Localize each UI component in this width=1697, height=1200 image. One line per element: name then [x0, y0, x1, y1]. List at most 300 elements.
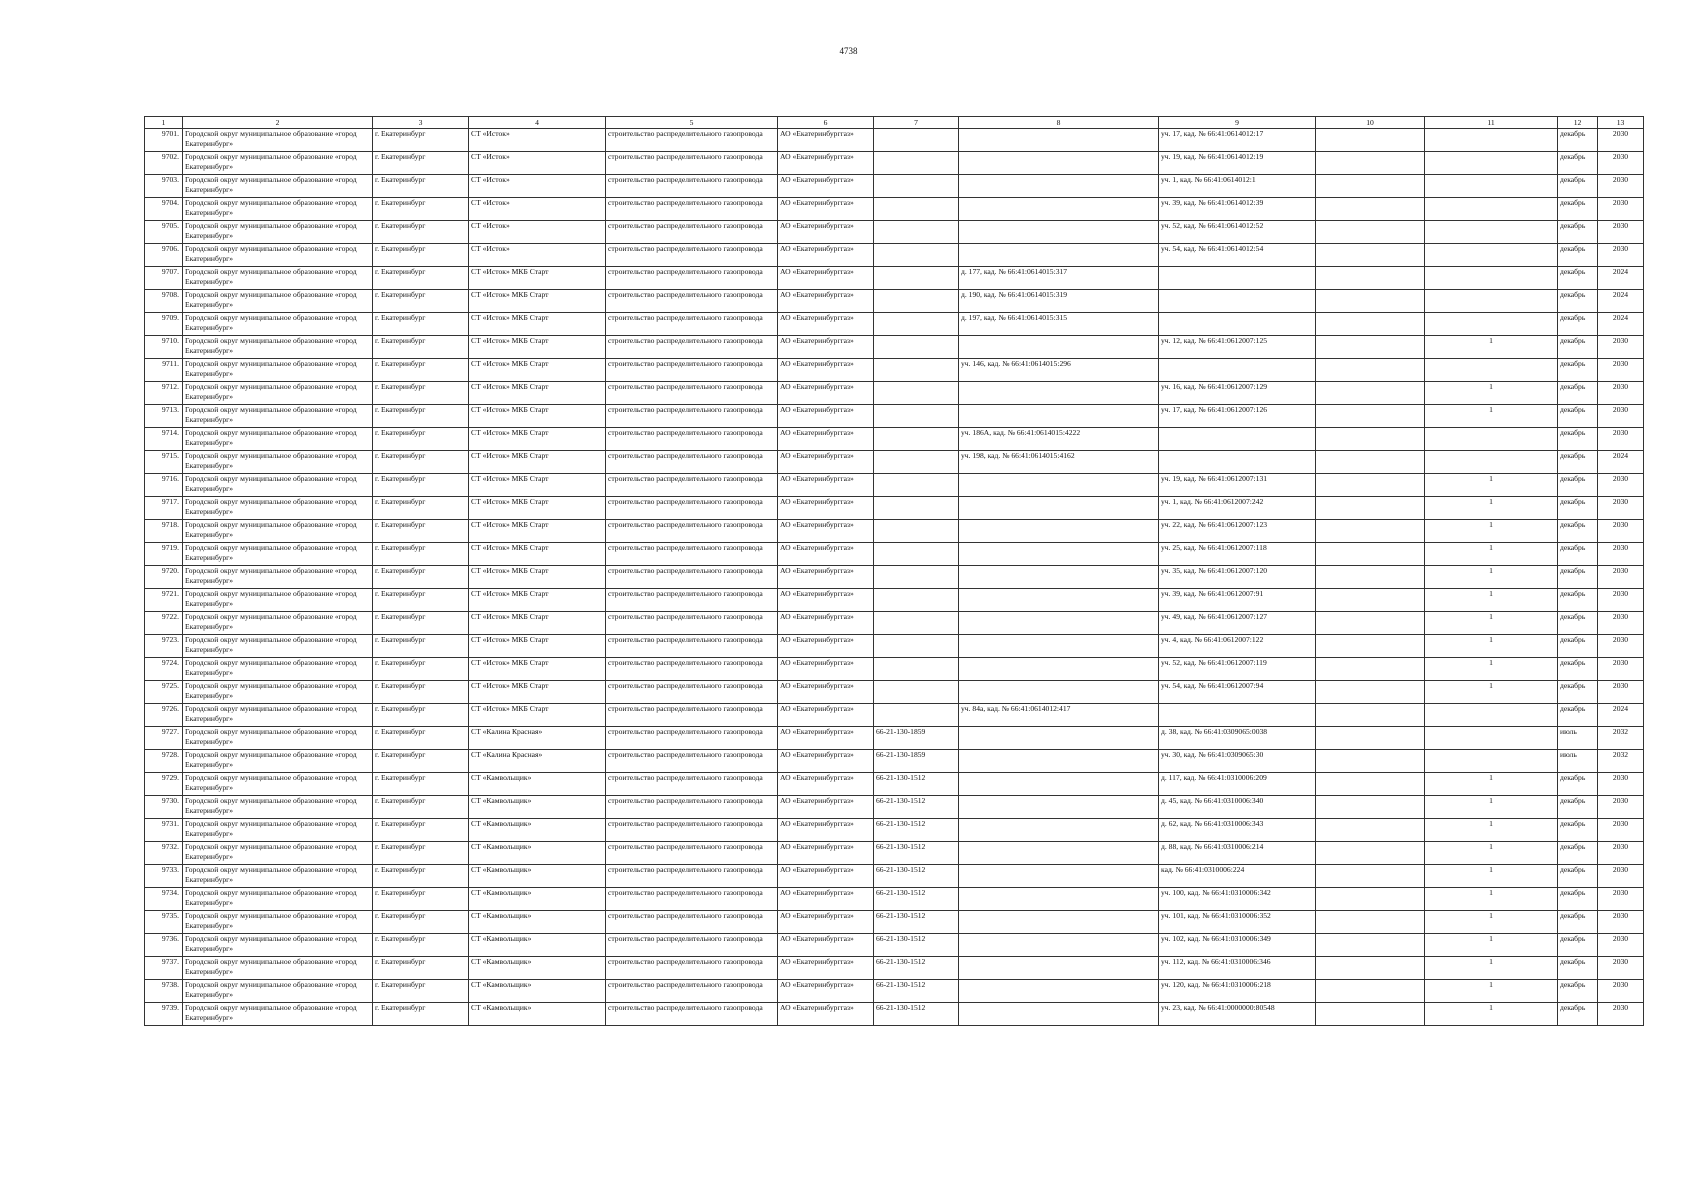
cell-col-1: 9735.	[145, 911, 183, 934]
cell-col-8	[959, 175, 1159, 198]
cell-col-4: СТ «Исток» МКБ Старт	[469, 359, 606, 382]
cell-col-12: декабрь	[1558, 497, 1598, 520]
cell-col-5: строительство распределительного газопровода	[606, 198, 778, 221]
cell-col-2: Городской округ муниципальное образование «город Екатеринбург»	[183, 1003, 373, 1026]
cell-col-4: СТ «Исток» МКБ Старт	[469, 290, 606, 313]
cell-col-10	[1316, 842, 1425, 865]
cell-col-11: 1	[1425, 819, 1558, 842]
cell-col-4: СТ «Исток» МКБ Старт	[469, 612, 606, 635]
cell-col-3: г. Екатеринбург	[373, 888, 469, 911]
cell-col-4: СТ «Исток»	[469, 152, 606, 175]
cell-col-10	[1316, 244, 1425, 267]
cell-col-5: строительство распределительного газопровода	[606, 934, 778, 957]
cell-col-11	[1425, 750, 1558, 773]
cell-col-10	[1316, 727, 1425, 750]
table-row	[145, 658, 1644, 681]
cell-col-12: декабрь	[1558, 819, 1598, 842]
cell-col-6: АО «Екатеринбурггаз»	[778, 566, 874, 589]
cell-col-4: СТ «Калина Красная»	[469, 750, 606, 773]
cell-col-3: г. Екатеринбург	[373, 750, 469, 773]
cell-col-1: 9728.	[145, 750, 183, 773]
cell-col-8: д. 177, кад. № 66:41:0614015:317	[959, 267, 1159, 290]
cell-col-3: г. Екатеринбург	[373, 520, 469, 543]
cell-col-9: уч. 102, кад. № 66:41:0310006:349	[1159, 934, 1316, 957]
cell-col-11: 1	[1425, 865, 1558, 888]
cell-col-6: АО «Екатеринбурггаз»	[778, 658, 874, 681]
cell-col-5: строительство распределительного газопровода	[606, 175, 778, 198]
cell-col-11	[1425, 198, 1558, 221]
cell-col-12: декабрь	[1558, 888, 1598, 911]
cell-col-8	[959, 382, 1159, 405]
cell-col-3: г. Екатеринбург	[373, 681, 469, 704]
page-number: 4738	[839, 46, 858, 56]
cell-col-12: декабрь	[1558, 313, 1598, 336]
table-row	[145, 336, 1644, 359]
cell-col-2: Городской округ муниципальное образование «город Екатеринбург»	[183, 359, 373, 382]
cell-col-6: АО «Екатеринбурггаз»	[778, 980, 874, 1003]
cell-col-1: 9721.	[145, 589, 183, 612]
cell-col-11	[1425, 175, 1558, 198]
column-header-9: 9	[1159, 117, 1316, 129]
cell-col-7: 66-21-130-1859	[874, 750, 959, 773]
table-row	[145, 980, 1644, 1003]
cell-col-3: г. Екатеринбург	[373, 819, 469, 842]
cell-col-5: строительство распределительного газопровода	[606, 727, 778, 750]
cell-col-2: Городской округ муниципальное образование «город Екатеринбург»	[183, 796, 373, 819]
cell-col-9: уч. 17, кад. № 66:41:0614012:17	[1159, 129, 1316, 152]
cell-col-4: СТ «Исток» МКБ Старт	[469, 589, 606, 612]
cell-col-6: АО «Екатеринбурггаз»	[778, 727, 874, 750]
cell-col-10	[1316, 658, 1425, 681]
cell-col-6: АО «Екатеринбурггаз»	[778, 451, 874, 474]
cell-col-5: строительство распределительного газопровода	[606, 336, 778, 359]
cell-col-1: 9730.	[145, 796, 183, 819]
cell-col-12: декабрь	[1558, 773, 1598, 796]
cell-col-11: 1	[1425, 1003, 1558, 1026]
cell-col-12: декабрь	[1558, 543, 1598, 566]
cell-col-2: Городской округ муниципальное образование «город Екатеринбург»	[183, 198, 373, 221]
cell-col-10	[1316, 451, 1425, 474]
cell-col-1: 9720.	[145, 566, 183, 589]
cell-col-6: АО «Екатеринбурггаз»	[778, 773, 874, 796]
cell-col-8	[959, 152, 1159, 175]
cell-col-12: декабрь	[1558, 244, 1598, 267]
cell-col-7	[874, 244, 959, 267]
cell-col-13: 2030	[1598, 1003, 1644, 1026]
cell-col-5: строительство распределительного газопровода	[606, 290, 778, 313]
cell-col-13: 2030	[1598, 428, 1644, 451]
cell-col-7	[874, 474, 959, 497]
cell-col-9: уч. 17, кад. № 66:41:0612007:126	[1159, 405, 1316, 428]
cell-col-1: 9707.	[145, 267, 183, 290]
cell-col-8	[959, 819, 1159, 842]
column-header-1: 1	[145, 117, 183, 129]
cell-col-6: АО «Екатеринбурггаз»	[778, 865, 874, 888]
cell-col-10	[1316, 428, 1425, 451]
table-row	[145, 244, 1644, 267]
cell-col-3: г. Екатеринбург	[373, 221, 469, 244]
cell-col-1: 9717.	[145, 497, 183, 520]
cell-col-7: 66-21-130-1512	[874, 819, 959, 842]
cell-col-11: 1	[1425, 911, 1558, 934]
cell-col-5: строительство распределительного газопровода	[606, 129, 778, 152]
column-header-2: 2	[183, 117, 373, 129]
cell-col-8	[959, 221, 1159, 244]
cell-col-6: АО «Екатеринбурггаз»	[778, 957, 874, 980]
cell-col-3: г. Екатеринбург	[373, 428, 469, 451]
cell-col-3: г. Екатеринбург	[373, 543, 469, 566]
cell-col-10	[1316, 934, 1425, 957]
cell-col-6: АО «Екатеринбурггаз»	[778, 888, 874, 911]
cell-col-6: АО «Екатеринбурггаз»	[778, 152, 874, 175]
cell-col-3: г. Екатеринбург	[373, 957, 469, 980]
cell-col-11: 1	[1425, 543, 1558, 566]
table-header	[145, 117, 1644, 129]
cell-col-3: г. Екатеринбург	[373, 773, 469, 796]
cell-col-13: 2030	[1598, 888, 1644, 911]
cell-col-10	[1316, 796, 1425, 819]
cell-col-5: строительство распределительного газопровода	[606, 1003, 778, 1026]
cell-col-5: строительство распределительного газопровода	[606, 980, 778, 1003]
cell-col-9: уч. 120, кад. № 66:41:0310006:218	[1159, 980, 1316, 1003]
cell-col-3: г. Екатеринбург	[373, 1003, 469, 1026]
table-row	[145, 152, 1644, 175]
cell-col-4: СТ «Камвольщик»	[469, 842, 606, 865]
cell-col-10	[1316, 819, 1425, 842]
cell-col-8	[959, 842, 1159, 865]
cell-col-6: АО «Екатеринбурггаз»	[778, 796, 874, 819]
cell-col-5: строительство распределительного газопровода	[606, 497, 778, 520]
cell-col-4: СТ «Исток»	[469, 221, 606, 244]
cell-col-9: уч. 49, кад. № 66:41:0612007:127	[1159, 612, 1316, 635]
cell-col-10	[1316, 589, 1425, 612]
cell-col-6: АО «Екатеринбурггаз»	[778, 129, 874, 152]
cell-col-4: СТ «Исток» МКБ Старт	[469, 451, 606, 474]
cell-col-6: АО «Екатеринбурггаз»	[778, 382, 874, 405]
cell-col-11	[1425, 313, 1558, 336]
table-row	[145, 267, 1644, 290]
cell-col-1: 9739.	[145, 1003, 183, 1026]
cell-col-1: 9705.	[145, 221, 183, 244]
cell-col-13: 2030	[1598, 474, 1644, 497]
cell-col-12: декабрь	[1558, 428, 1598, 451]
table-row	[145, 221, 1644, 244]
cell-col-7	[874, 451, 959, 474]
cell-col-12: декабрь	[1558, 658, 1598, 681]
cell-col-2: Городской округ муниципальное образование «город Екатеринбург»	[183, 727, 373, 750]
cell-col-5: строительство распределительного газопровода	[606, 796, 778, 819]
cell-col-13: 2032	[1598, 727, 1644, 750]
cell-col-6: АО «Екатеринбурггаз»	[778, 405, 874, 428]
cell-col-7: 66-21-130-1512	[874, 773, 959, 796]
cell-col-9	[1159, 451, 1316, 474]
cell-col-6: АО «Екатеринбурггаз»	[778, 428, 874, 451]
table-row	[145, 290, 1644, 313]
cell-col-9: уч. 100, кад. № 66:41:0310006:342	[1159, 888, 1316, 911]
cell-col-2: Городской округ муниципальное образование «город Екатеринбург»	[183, 589, 373, 612]
cell-col-10	[1316, 911, 1425, 934]
column-header-7: 7	[874, 117, 959, 129]
cell-col-1: 9732.	[145, 842, 183, 865]
cell-col-1: 9710.	[145, 336, 183, 359]
cell-col-1: 9706.	[145, 244, 183, 267]
cell-col-11: 1	[1425, 842, 1558, 865]
cell-col-8	[959, 474, 1159, 497]
cell-col-2: Городской округ муниципальное образование «город Екатеринбург»	[183, 681, 373, 704]
cell-col-3: г. Екатеринбург	[373, 405, 469, 428]
table-row	[145, 382, 1644, 405]
cell-col-10	[1316, 267, 1425, 290]
cell-col-11	[1425, 267, 1558, 290]
cell-col-8	[959, 681, 1159, 704]
cell-col-6: АО «Екатеринбурггаз»	[778, 589, 874, 612]
cell-col-10	[1316, 221, 1425, 244]
cell-col-11: 1	[1425, 497, 1558, 520]
cell-col-7: 66-21-130-1512	[874, 980, 959, 1003]
cell-col-1: 9702.	[145, 152, 183, 175]
cell-col-10	[1316, 198, 1425, 221]
cell-col-6: АО «Екатеринбурггаз»	[778, 313, 874, 336]
cell-col-2: Городской округ муниципальное образование «город Екатеринбург»	[183, 658, 373, 681]
cell-col-2: Городской округ муниципальное образование «город Екатеринбург»	[183, 474, 373, 497]
cell-col-8	[959, 934, 1159, 957]
cell-col-9: д. 62, кад. № 66:41:0310006:343	[1159, 819, 1316, 842]
cell-col-8	[959, 865, 1159, 888]
cell-col-10	[1316, 359, 1425, 382]
cell-col-9: уч. 35, кад. № 66:41:0612007:120	[1159, 566, 1316, 589]
cell-col-4: СТ «Исток» МКБ Старт	[469, 497, 606, 520]
table-row	[145, 612, 1644, 635]
cell-col-10	[1316, 957, 1425, 980]
cell-col-11: 1	[1425, 589, 1558, 612]
cell-col-7	[874, 405, 959, 428]
cell-col-8	[959, 405, 1159, 428]
cell-col-8: д. 190, кад. № 66:41:0614015:319	[959, 290, 1159, 313]
cell-col-3: г. Екатеринбург	[373, 175, 469, 198]
table-row	[145, 773, 1644, 796]
cell-col-5: строительство распределительного газопровода	[606, 957, 778, 980]
cell-col-9: уч. 25, кад. № 66:41:0612007:118	[1159, 543, 1316, 566]
cell-col-8	[959, 980, 1159, 1003]
cell-col-6: АО «Екатеринбурггаз»	[778, 497, 874, 520]
cell-col-11	[1425, 428, 1558, 451]
cell-col-13: 2030	[1598, 543, 1644, 566]
cell-col-13: 2030	[1598, 796, 1644, 819]
cell-col-7	[874, 681, 959, 704]
cell-col-5: строительство распределительного газопровода	[606, 888, 778, 911]
cell-col-6: АО «Екатеринбурггаз»	[778, 244, 874, 267]
cell-col-7	[874, 704, 959, 727]
cell-col-7: 66-21-130-1512	[874, 911, 959, 934]
cell-col-3: г. Екатеринбург	[373, 451, 469, 474]
cell-col-3: г. Екатеринбург	[373, 589, 469, 612]
cell-col-11: 1	[1425, 934, 1558, 957]
cell-col-4: СТ «Камвольщик»	[469, 888, 606, 911]
cell-col-1: 9719.	[145, 543, 183, 566]
cell-col-3: г. Екатеринбург	[373, 865, 469, 888]
cell-col-10	[1316, 612, 1425, 635]
cell-col-13: 2030	[1598, 198, 1644, 221]
cell-col-5: строительство распределительного газопровода	[606, 635, 778, 658]
cell-col-7	[874, 313, 959, 336]
table-row	[145, 704, 1644, 727]
cell-col-1: 9736.	[145, 934, 183, 957]
cell-col-8: уч. 186А, кад. № 66:41:0614015:4222	[959, 428, 1159, 451]
cell-col-7	[874, 589, 959, 612]
cell-col-8	[959, 796, 1159, 819]
cell-col-5: строительство распределительного газопровода	[606, 474, 778, 497]
cell-col-13: 2030	[1598, 681, 1644, 704]
cell-col-7: 66-21-130-1512	[874, 842, 959, 865]
cell-col-8: уч. 84а, кад. № 66:41:0614012:417	[959, 704, 1159, 727]
cell-col-7: 66-21-130-1859	[874, 727, 959, 750]
cell-col-2: Городской округ муниципальное образование «город Екатеринбург»	[183, 405, 373, 428]
cell-col-12: декабрь	[1558, 635, 1598, 658]
cell-col-12: декабрь	[1558, 336, 1598, 359]
cell-col-2: Городской округ муниципальное образование «город Екатеринбург»	[183, 497, 373, 520]
cell-col-4: СТ «Камвольщик»	[469, 911, 606, 934]
cell-col-4: СТ «Исток» МКБ Старт	[469, 382, 606, 405]
cell-col-11	[1425, 359, 1558, 382]
cell-col-6: АО «Екатеринбурггаз»	[778, 934, 874, 957]
cell-col-13: 2030	[1598, 957, 1644, 980]
column-header-4: 4	[469, 117, 606, 129]
cell-col-5: строительство распределительного газопровода	[606, 244, 778, 267]
cell-col-9: уч. 23, кад. № 66:41:0000000:80548	[1159, 1003, 1316, 1026]
cell-col-10	[1316, 750, 1425, 773]
cell-col-2: Городской округ муниципальное образование «город Екатеринбург»	[183, 980, 373, 1003]
cell-col-13: 2030	[1598, 819, 1644, 842]
cell-col-4: СТ «Камвольщик»	[469, 957, 606, 980]
cell-col-12: декабрь	[1558, 267, 1598, 290]
cell-col-6: АО «Екатеринбурггаз»	[778, 267, 874, 290]
cell-col-6: АО «Екатеринбурггаз»	[778, 520, 874, 543]
cell-col-8	[959, 244, 1159, 267]
cell-col-9: уч. 12, кад. № 66:41:0612007:125	[1159, 336, 1316, 359]
cell-col-13: 2030	[1598, 865, 1644, 888]
cell-col-2: Городской округ муниципальное образование «город Екатеринбург»	[183, 175, 373, 198]
cell-col-3: г. Екатеринбург	[373, 796, 469, 819]
cell-col-6: АО «Екатеринбурггаз»	[778, 359, 874, 382]
cell-col-4: СТ «Исток» МКБ Старт	[469, 267, 606, 290]
table-row	[145, 313, 1644, 336]
cell-col-1: 9725.	[145, 681, 183, 704]
cell-col-4: СТ «Камвольщик»	[469, 796, 606, 819]
cell-col-5: строительство распределительного газопровода	[606, 451, 778, 474]
cell-col-7: 66-21-130-1512	[874, 796, 959, 819]
cell-col-5: строительство распределительного газопровода	[606, 911, 778, 934]
cell-col-7	[874, 359, 959, 382]
cell-col-1: 9709.	[145, 313, 183, 336]
cell-col-3: г. Екатеринбург	[373, 359, 469, 382]
cell-col-3: г. Екатеринбург	[373, 290, 469, 313]
registry-table	[144, 116, 1644, 1026]
cell-col-2: Городской округ муниципальное образование «город Екатеринбург»	[183, 267, 373, 290]
cell-col-10	[1316, 129, 1425, 152]
cell-col-11: 1	[1425, 957, 1558, 980]
cell-col-3: г. Екатеринбург	[373, 727, 469, 750]
cell-col-2: Городской округ муниципальное образование «город Екатеринбург»	[183, 290, 373, 313]
cell-col-11: 1	[1425, 382, 1558, 405]
table-row	[145, 198, 1644, 221]
cell-col-10	[1316, 520, 1425, 543]
cell-col-10	[1316, 474, 1425, 497]
table-row	[145, 819, 1644, 842]
cell-col-10	[1316, 290, 1425, 313]
cell-col-1: 9727.	[145, 727, 183, 750]
cell-col-9: уч. 39, кад. № 66:41:0614012:39	[1159, 198, 1316, 221]
cell-col-12: декабрь	[1558, 865, 1598, 888]
cell-col-7: 66-21-130-1512	[874, 1003, 959, 1026]
cell-col-6: АО «Екатеринбурггаз»	[778, 290, 874, 313]
cell-col-4: СТ «Исток» МКБ Старт	[469, 658, 606, 681]
cell-col-9: уч. 1, кад. № 66:41:0612007:242	[1159, 497, 1316, 520]
cell-col-7	[874, 267, 959, 290]
cell-col-12: декабрь	[1558, 957, 1598, 980]
cell-col-5: строительство распределительного газопровода	[606, 681, 778, 704]
cell-col-6: АО «Екатеринбурггаз»	[778, 221, 874, 244]
cell-col-7	[874, 152, 959, 175]
cell-col-2: Городской округ муниципальное образование «город Екатеринбург»	[183, 842, 373, 865]
cell-col-9: кад. № 66:41:0310006:224	[1159, 865, 1316, 888]
cell-col-10	[1316, 980, 1425, 1003]
cell-col-1: 9723.	[145, 635, 183, 658]
cell-col-1: 9724.	[145, 658, 183, 681]
cell-col-9: уч. 1, кад. № 66:41:0614012:1	[1159, 175, 1316, 198]
table-row	[145, 681, 1644, 704]
cell-col-4: СТ «Камвольщик»	[469, 934, 606, 957]
header-row	[145, 117, 1644, 129]
cell-col-2: Городской округ муниципальное образование «город Екатеринбург»	[183, 819, 373, 842]
cell-col-12: декабрь	[1558, 290, 1598, 313]
cell-col-10	[1316, 382, 1425, 405]
cell-col-13: 2030	[1598, 129, 1644, 152]
cell-col-12: декабрь	[1558, 612, 1598, 635]
cell-col-7	[874, 428, 959, 451]
cell-col-1: 9716.	[145, 474, 183, 497]
cell-col-2: Городской округ муниципальное образование «город Екатеринбург»	[183, 129, 373, 152]
cell-col-13: 2030	[1598, 497, 1644, 520]
column-header-6: 6	[778, 117, 874, 129]
cell-col-11: 1	[1425, 405, 1558, 428]
cell-col-7: 66-21-130-1512	[874, 865, 959, 888]
cell-col-11	[1425, 244, 1558, 267]
cell-col-4: СТ «Камвольщик»	[469, 980, 606, 1003]
cell-col-13: 2030	[1598, 382, 1644, 405]
cell-col-3: г. Екатеринбург	[373, 244, 469, 267]
cell-col-11	[1425, 129, 1558, 152]
cell-col-7	[874, 175, 959, 198]
cell-col-13: 2030	[1598, 842, 1644, 865]
cell-col-4: СТ «Исток»	[469, 198, 606, 221]
cell-col-8	[959, 497, 1159, 520]
table-row	[145, 934, 1644, 957]
cell-col-12: декабрь	[1558, 681, 1598, 704]
cell-col-6: АО «Екатеринбурггаз»	[778, 1003, 874, 1026]
cell-col-11: 1	[1425, 796, 1558, 819]
cell-col-11: 1	[1425, 474, 1558, 497]
cell-col-4: СТ «Исток» МКБ Старт	[469, 520, 606, 543]
cell-col-5: строительство распределительного газопровода	[606, 520, 778, 543]
cell-col-13: 2030	[1598, 359, 1644, 382]
cell-col-13: 2032	[1598, 750, 1644, 773]
table-row	[145, 589, 1644, 612]
cell-col-9: уч. 54, кад. № 66:41:0614012:54	[1159, 244, 1316, 267]
cell-col-1: 9711.	[145, 359, 183, 382]
cell-col-5: строительство распределительного газопровода	[606, 704, 778, 727]
cell-col-4: СТ «Камвольщик»	[469, 865, 606, 888]
cell-col-8: уч. 198, кад. № 66:41:0614015:4162	[959, 451, 1159, 474]
